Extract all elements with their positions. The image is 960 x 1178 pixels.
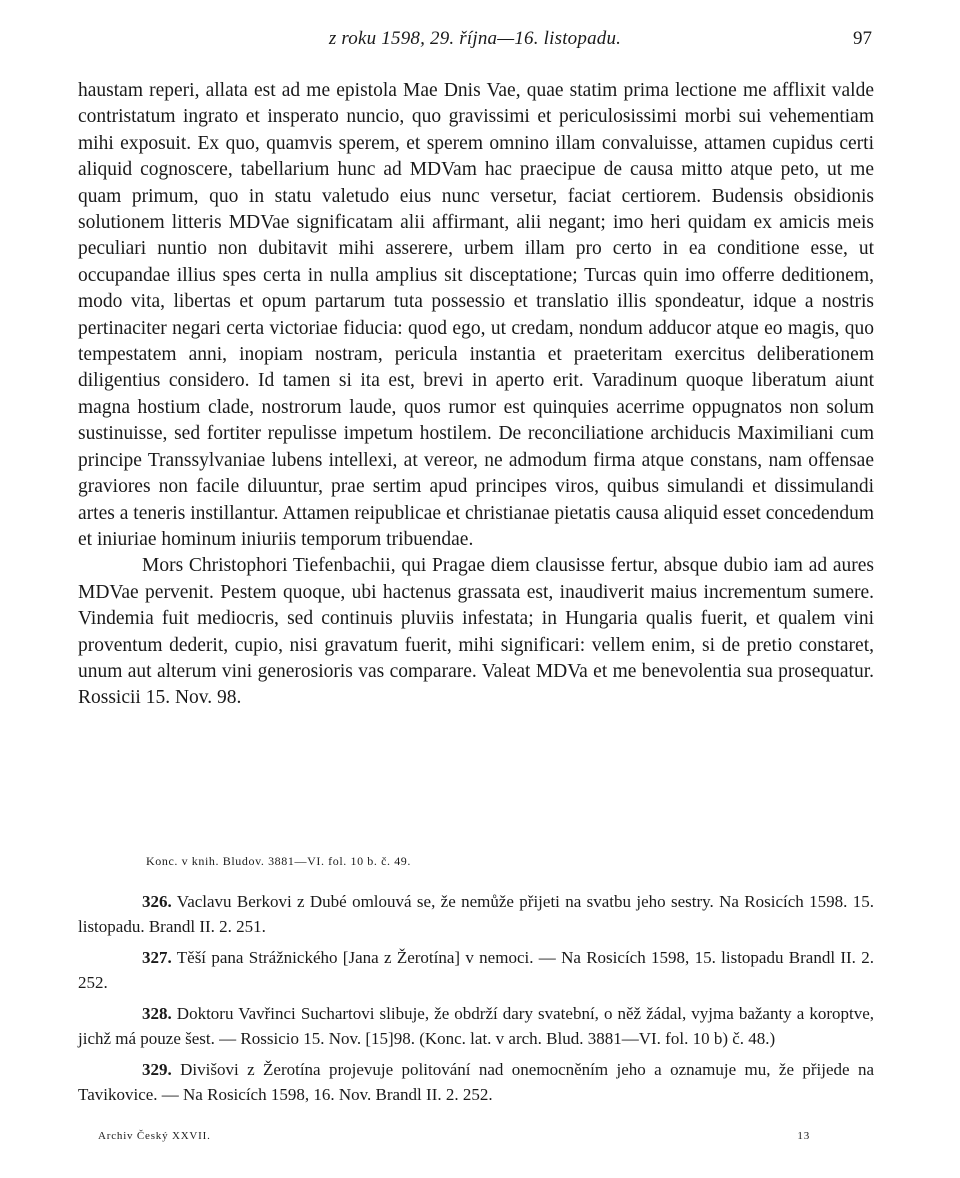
running-header (78, 28, 872, 54)
regest-list (78, 889, 874, 1113)
regest-item (78, 889, 874, 939)
page-number: 97 (853, 28, 872, 49)
regest-item (78, 945, 874, 995)
regest-number: 328. (142, 1004, 172, 1023)
body-paragraph: haustam reperi, allata est ad me epistola Mae Dnis Vae, quae statim prima lectione me afflixit valde contristatum ingrato et insperato nuncio, quo gravissimi et periculosissimi morbi sui vehementiam mihi exposuit. Ex quo, quamvis sperem, et sperem omnino illam convaluisse, attamen cupidus certi aliquid cognoscere, tabellarium hunc ad MDVam hac praecipue de causa mitto atque peto, ut me quam primum, quo in statu valetudo eius nunc versetur, faciat certiorem. Budensis obsidionis solutionem litteris MDVae significatam alii affirmant, alii negant; imo heri quidam ex amicis meis peculiari nuntio non dubitavit mihi asserere, urbem illam pro certo in ea conditione esse, ut occupandae illius spes certa in nulla amplius sit disceptatione; Turcas quin imo offerre deditionem, modo vita, libertas et opum partarum tuta possessio et translatio illis spondeatur, idque a nostris pertinaciter negari certa victoriae fiducia: quod ego, ut credam, nondum adducor atque eo magis, quo tempestatem anni, inopiam nostram, pericula instantia et praeteritam exercitus deliberationem diligentius considero. Id tamen si ita est, brevi in aperto erit. Varadinum quoque liberatum aiunt magna hostium clade, nostrorum laude, quos rumor est quinquies acerrime oppugnatos non solum sustinuisse, sed fortiter repulisse impetum hostilem. De reconciliatione archiducis Maximiliani cum principe Transsylvaniae lubens intellexi, at vereor, ne admodum firma atque constans, nam offensae graviores non facile diluuntur, prae sertim apud principes viros, quibus simulandi et dissimulandi artes a teneris instillantur. Attamen reipublicae et christianae pietatis causa aliquid esset concedendum et iniuriae hominum iniuriis temporum tribuendae. (78, 80, 874, 550)
running-title: z roku 1598, 29. října—16. listopadu. (328, 28, 622, 49)
letter-body (78, 78, 874, 712)
regest-item (78, 1057, 874, 1107)
source-note: Konc. v knih. Bludov. 3881—VI. fol. 10 b. č. 49. (146, 854, 412, 868)
regest-item (78, 1001, 874, 1051)
regest-number: 326. (142, 892, 172, 911)
page-footer (98, 1130, 810, 1142)
regest-number: 327. (142, 948, 172, 967)
regest-text: Divišovi z Žerotína projevuje politování nad onemocněním jeho a oznamuje mu, že přijede na Tavikovice. — Na Rosicích 1598, 16. Nov. Brandl II. 2. 252. (78, 1060, 874, 1104)
regest-number: 329. (142, 1060, 172, 1079)
printer-signature: 13 (797, 1130, 810, 1142)
publication-name: Archiv Český XXVII. (98, 1130, 211, 1142)
regest-text: Těší pana Strážnického [Jana z Žerotína] v nemoci. — Na Rosicích 1598, 15. listopadu Brandl II. 2. 252. (78, 948, 874, 992)
regest-text: Vaclavu Berkovi z Dubé omlouvá se, že nemůže přijeti na svatbu jeho sestry. Na Rosicích 1598. 15. listopadu. Brandl II. 2. 251. (78, 892, 874, 936)
regest-text: Doktoru Vavřinci Suchartovi slibuje, že obdrží dary svatební, o něž žádal, vyjma bažanty a koroptve, jichž má pouze šest. — Rossicio 15. Nov. [15]98. (Konc. lat. v arch. Blud. 3881—VI. fol. 10 b) č. 48.) (78, 1004, 874, 1048)
body-paragraph: Mors Christophori Tiefenbachii, qui Pragae diem clausisse fertur, absque dubio iam ad aures MDVae pervenit. Pestem quoque, ubi hactenus grassata est, inaudiverit maius incrementum sumere. Vindemia fuit mediocris, sed continuis pluviis infestata; in Hungaria qualis fuerit, et qualem vini proventum dederit, cupio, nisi gravatum fuerit, mihi significari: vellem enim, si de pretio constaret, unum aut alterum vini generosioris vas comparare. Valeat MDVa et me benevolentia sua prosequatur. Rossicii 15. Nov. 98. (78, 555, 874, 709)
